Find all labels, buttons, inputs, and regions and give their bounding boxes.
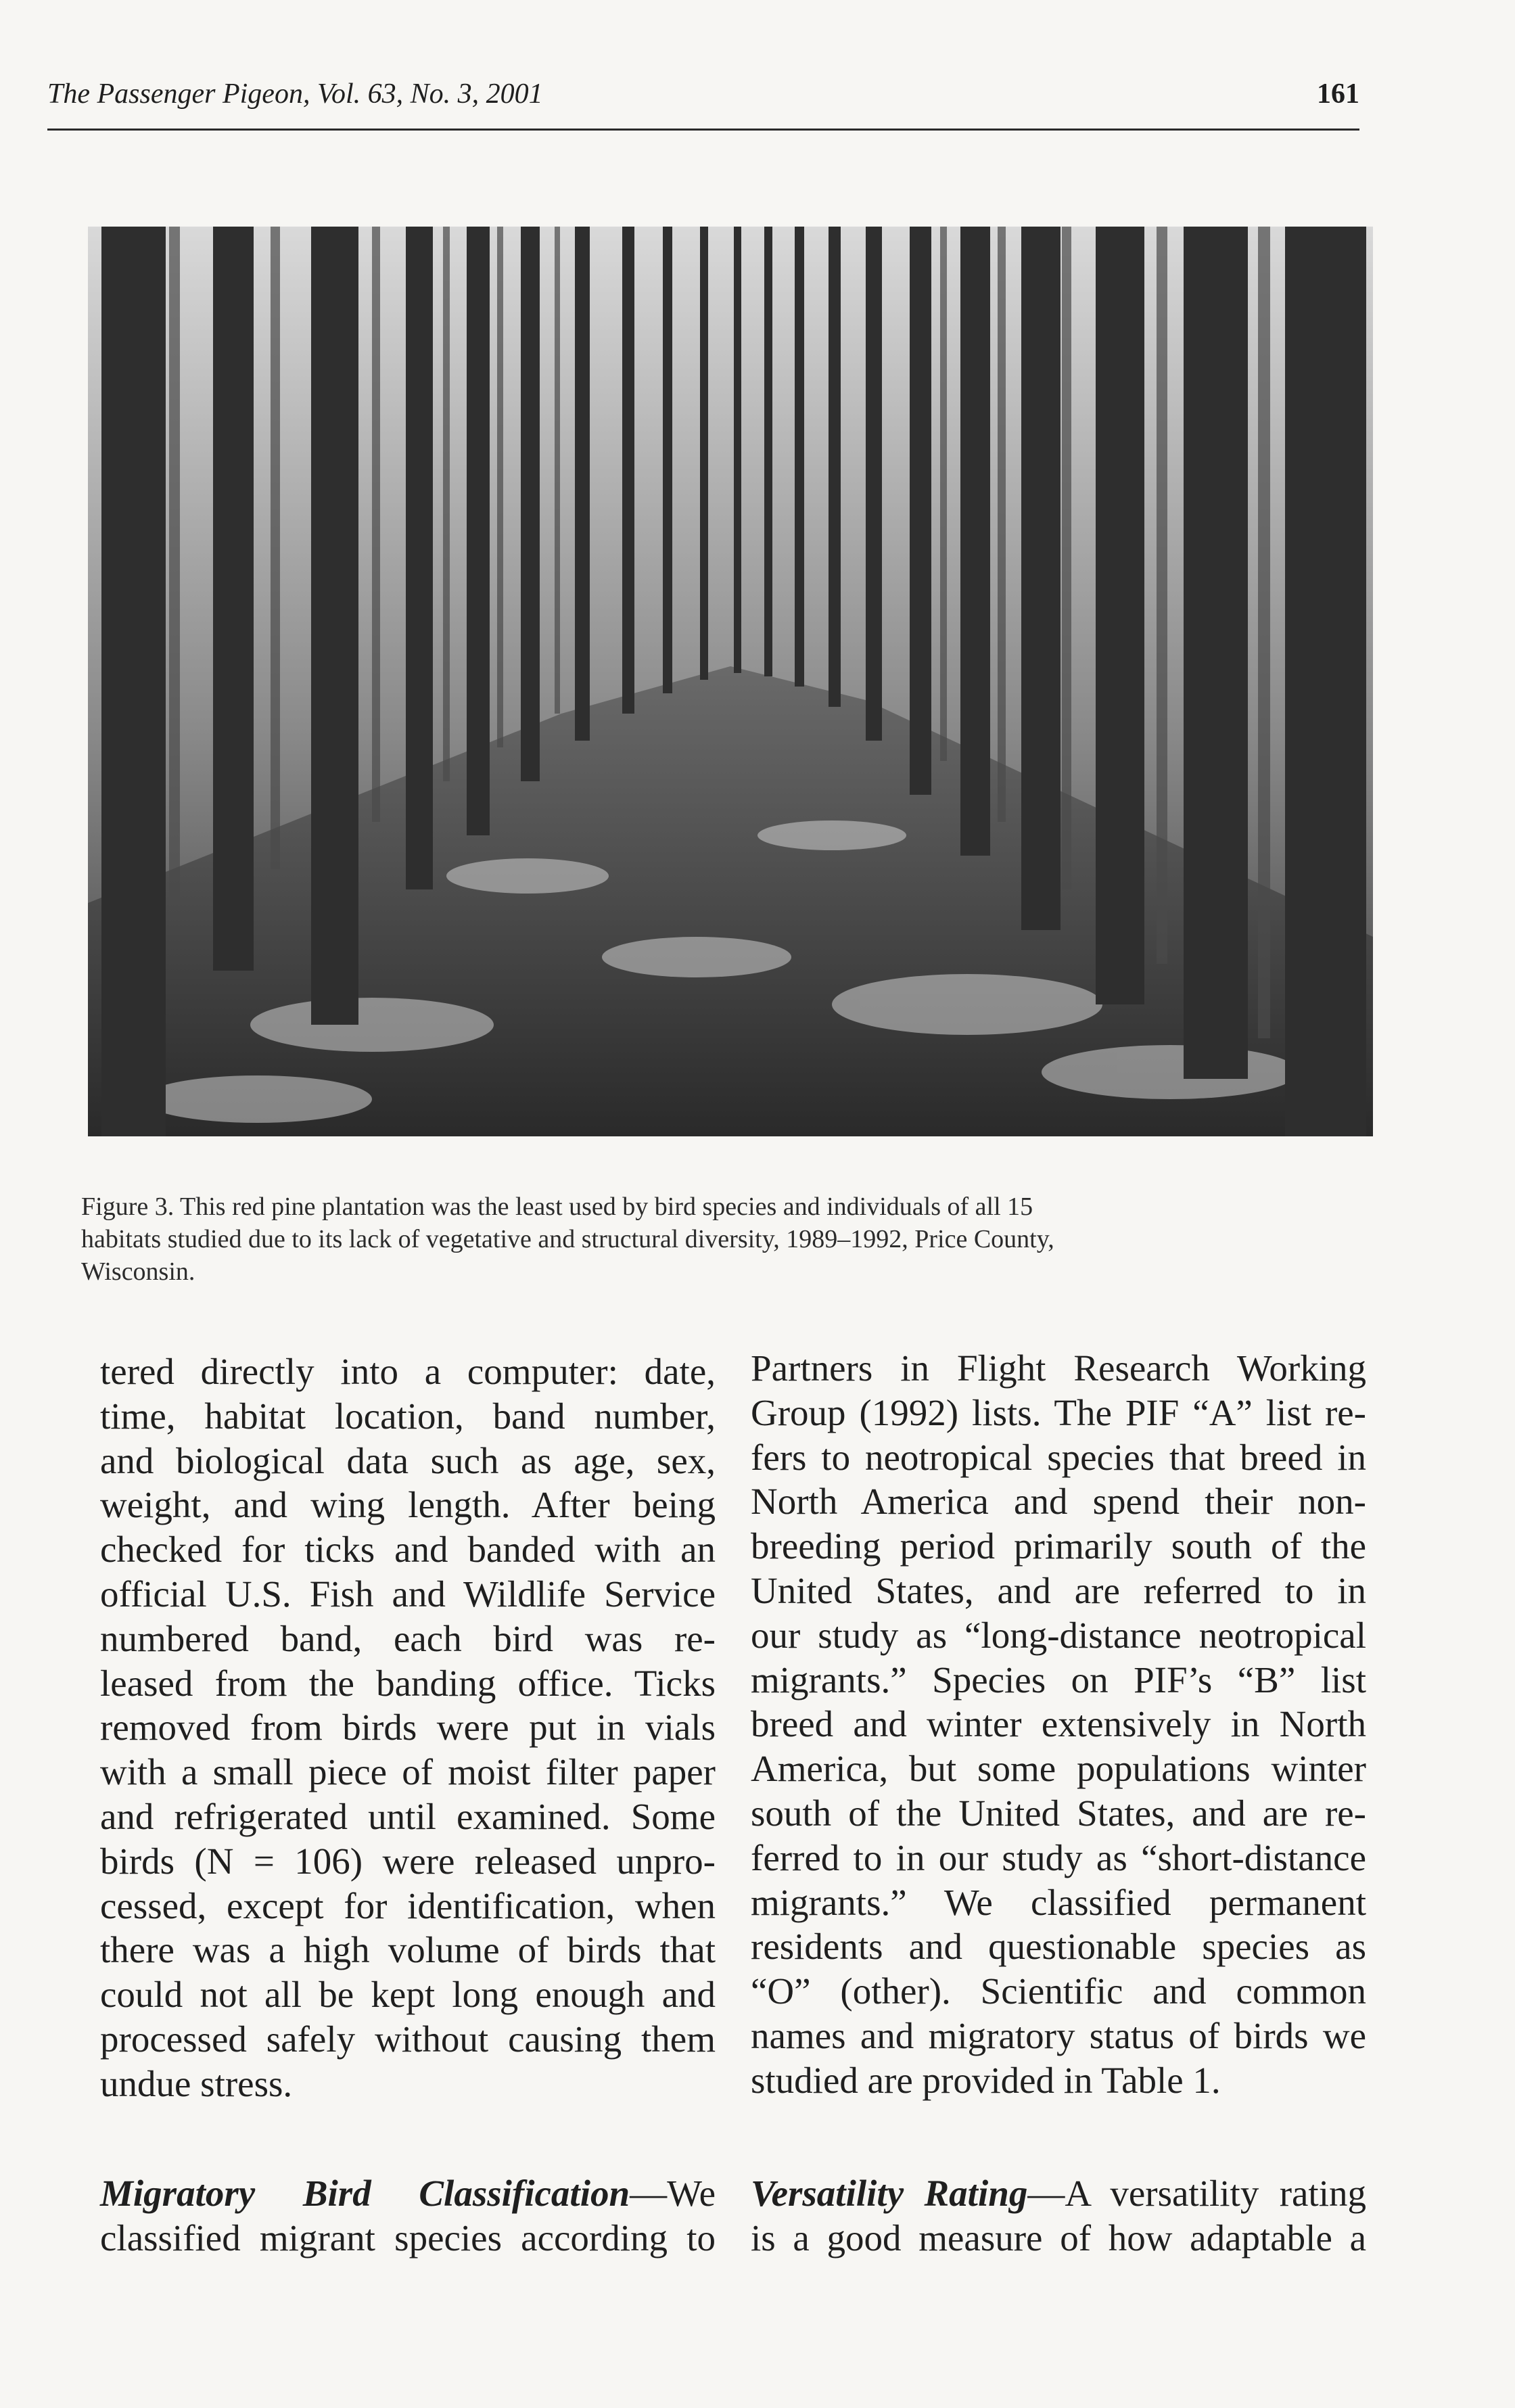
section-migratory-bird-classification	[100, 2171, 716, 2261]
text-line: is a good measure of how adaptable a	[751, 2217, 1366, 2259]
text-line: time, habitat location, band number,	[100, 1395, 716, 1437]
text-line: could not all be kept long enough and	[100, 1974, 716, 2016]
text-line: south of the United States, and are re-	[751, 1792, 1366, 1834]
text-line: and biological data such as age, sex,	[100, 1439, 716, 1481]
running-header	[47, 78, 1359, 131]
text-line: and refrigerated until examined. Some	[100, 1795, 716, 1837]
section-text: We	[667, 2173, 716, 2214]
text-line: leased from the banding office. Ticks	[100, 1662, 716, 1704]
text-line: weight, and wing length. After being	[100, 1484, 716, 1526]
journal-citation: The Passenger Pigeon, Vol. 63, No. 3, 2001	[47, 78, 543, 110]
left-column-text	[100, 1349, 716, 2106]
text-line: breeding period primarily south of the	[751, 1525, 1366, 1567]
text-line: numbered band, each bird was re-	[100, 1617, 716, 1659]
text-line: checked for ticks and banded with an	[100, 1529, 716, 1571]
figure-photo-pine-plantation	[88, 227, 1373, 1136]
text-line: classified migrant species according to	[100, 2217, 716, 2259]
caption-line: Wisconsin.	[81, 1257, 195, 1286]
caption-line: Figure 3. This red pine plantation was the least used by bird species and individuals of all 15	[81, 1193, 1033, 1221]
text-line: undue stress.	[100, 2062, 293, 2104]
text-line: official U.S. Fish and Wildlife Service	[100, 1573, 716, 1615]
text-line: Partners in Flight Research Working	[751, 1347, 1366, 1389]
text-line: fers to neotropical species that breed in	[751, 1436, 1366, 1478]
section-heading: Migratory Bird Classification	[100, 2173, 630, 2214]
text-line: “O” (other). Scientific and common	[751, 1970, 1366, 2012]
text-line: migrants.” Species on PIF’s “B” list	[751, 1659, 1366, 1700]
text-line: America, but some populations winter	[751, 1748, 1366, 1790]
text-line: our study as “long-distance neotropical	[751, 1614, 1366, 1656]
text-line: names and migratory status of birds we	[751, 2014, 1366, 2056]
text-line: studied are provided in Table 1.	[751, 2059, 1221, 2101]
caption-line: habitats studied due to its lack of vegetative and structural diversity, 1989–1992, Price County,	[81, 1225, 1054, 1253]
text-line: Group (1992) lists. The PIF “A” list re-	[751, 1391, 1366, 1433]
text-line: North America and spend their non-	[751, 1481, 1366, 1523]
text-line: ferred to in our study as “short-distance	[751, 1836, 1366, 1878]
text-line: birds (N = 106) were released unpro-	[100, 1840, 716, 1882]
text-line: cessed, except for identification, when	[100, 1884, 716, 1926]
text-line: migrants.” We classified permanent	[751, 1881, 1366, 1923]
page-number: 161	[1317, 78, 1359, 110]
text-line: there was a high volume of birds that	[100, 1929, 716, 1971]
section-versatility-rating	[751, 2171, 1366, 2261]
text-line: removed from birds were put in vials	[100, 1707, 716, 1749]
figure-caption	[81, 1190, 1366, 1288]
section-text: A versatility rating	[1065, 2173, 1366, 2214]
section-first-line: Versatility Rating—A versatility rating	[751, 2173, 1366, 2214]
text-line: breed and winter extensively in North	[751, 1703, 1366, 1745]
text-line: with a small piece of moist filter paper	[100, 1751, 716, 1793]
text-line: processed safely without causing them	[100, 2018, 716, 2060]
section-first-line: Migratory Bird Classification—We	[100, 2173, 716, 2214]
text-line: United States, and are referred to in	[751, 1569, 1366, 1611]
right-column-text	[751, 1346, 1366, 2103]
text-line: tered directly into a computer: date,	[100, 1351, 716, 1392]
text-line: residents and questionable species as	[751, 1926, 1366, 1968]
pine-forest-illustration	[88, 227, 1373, 1136]
section-heading: Versatility Rating	[751, 2173, 1028, 2214]
